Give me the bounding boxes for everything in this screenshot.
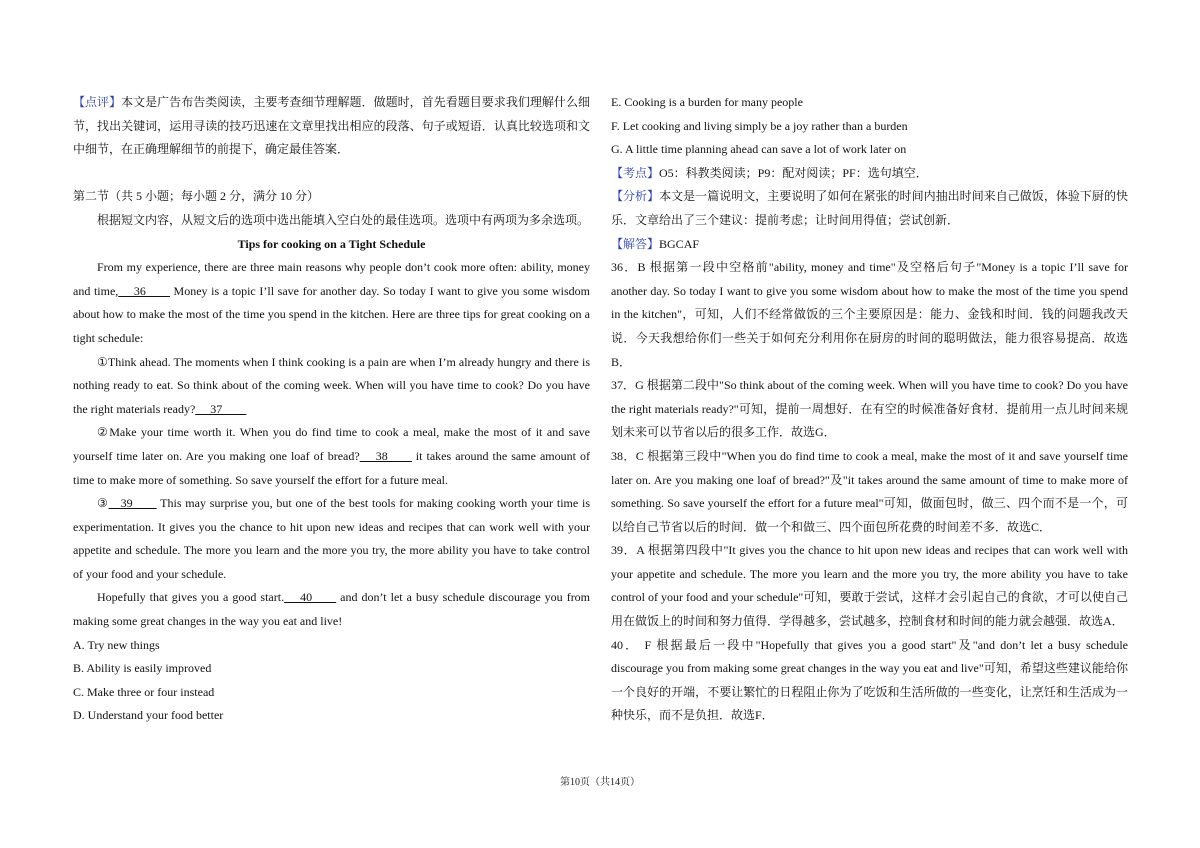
passage-paragraph-1 [73,256,590,350]
section-header: 第二节（共 5 小题；每小题 2 分，满分 10 分） [73,189,320,204]
blank-37: __37____ [195,401,247,416]
option-a: A. Try new things [73,637,160,652]
option-f: F. Let cooking and living simply be a joy rather than a burden [611,118,908,133]
instruction: 根据短文内容，从短文后的选项中选出能填入空白处的最佳选项。选项中有两项为多余选项。 [97,212,590,227]
blank-36: __36____ [118,283,170,298]
kaodian-tag: 【考点】 [611,165,660,180]
jieda-text: BGCAF [659,236,700,251]
answer-39: 39．A 根据第四段中"It gives you the chance to hit upon new ideas and recipes that can work well with your appetite and schedule. The more you learn and the more you try, the more ability you have to take control of your food and your schedule"可知，要敢于尝试，这样才会引起自己的食欲，才可以使自己用在做饭上的时间和努力值得．学得越多，尝试越多，控制食材和时间的能力就会越强．故选A． [611,543,1128,629]
passage-paragraph-5 [73,586,590,633]
answer-37: 37．G 根据第二段中"So think about of the coming week. When will you have time to cook? Do you have the right materials ready?"可知，提前一周想好．在有空的时候准备好食材．提前用一点儿时间来规划未来可以节省以后的很多工作．故选G． [611,378,1128,440]
passage-title: Tips for cooking on a Tight Schedule [237,236,426,251]
blank-39: __39____ [108,496,157,511]
fenxi-paragraph [611,185,1128,232]
spacer [73,162,590,186]
blank-38: __38____ [359,448,412,463]
option-e: E. Cooking is a burden for many people [611,95,803,109]
blank-40: __40____ [284,590,337,605]
paragraph-text: Money is a topic I’ll save for another day. So today I want to give you some wisdom about how to make the most of the time you spend in the kitchen. Here are three tips for great cooking on a tight schedule: [73,283,591,345]
jieda-paragraph [611,233,1128,257]
option-g: G. A little time planning ahead can save a lot of work later on [611,142,907,157]
page-footer: 第10页（共14页） [560,777,640,788]
passage-paragraph-3 [73,421,590,492]
option-d: D. Understand your food better [73,708,224,723]
kaodian-text: O5：科教类阅读；P9：配对阅读；PF：选句填空． [659,165,928,180]
paragraph-text: From my experience, there are three main reasons why people don’t cook more often: ability, money and time, [73,260,590,298]
right-column [611,91,1128,728]
fenxi-tag: 【分析】 [611,189,660,204]
paragraph-text: it takes around the same amount of time to make more of something. So save yourself the effort for a future meal. [73,448,590,487]
paragraph-text: ③ [97,496,109,511]
option-b: B. Ability is easily improved [73,661,212,676]
passage-paragraph-2 [73,351,590,422]
kaodian-paragraph [611,162,1128,186]
review-tag: 【点评】 [73,95,122,109]
review-text: 本文是广告布告类阅读，主要考查细节理解题．做题时，首先看题目要求我们理解什么细节，找出关键词，运用寻读的技巧迅速在文章里找出相应的段落、句子或短语．认真比较选项和文中细节，在正确理解细节的前提下，确定最佳答案． [73,95,590,157]
paragraph-text: and don’t let a busy schedule discourage you from making some great changes in the way you eat and live! [73,590,591,629]
answer-38: 38．C 根据第三段中"When you do find time to cook a meal, make the most of it and save yourself time later on. Are you making one loaf of bread?"及"it takes around the same amount of time to make more of something. So save yourself the effort for a future meal"可知，做面包时，做三、四个而不是一个，可以给自己节省以后的时间．做一个和做三、四个面包所花费的时间差不多．故选C． [611,448,1128,534]
jieda-tag: 【解答】 [611,236,660,251]
passage-paragraph-4 [73,492,590,586]
left-column [73,91,590,728]
answer-36: 36．B 根据第一段中空格前"ability, money and time"及空格后句子"Money is a topic I’ll save for another day. So today I want to give you some wisdom about how to make the most of the time you spend in the kitchen"，可知，人们不经常做饭的三个主要原因是：能力、金钱和时间．钱的问题我改天说．今天我想给你们一些关于如何充分利用你在厨房的时间的聪明做法，能力很容易提高．故选B． [611,260,1128,369]
paragraph-text: ①Think ahead. The moments when I think cooking is a pain are when I’m already hungry and there is nothing ready to eat. So think about of the coming week. When will you have time to cook? Do you have the right materials ready? [73,354,590,416]
paragraph-text: Hopefully that gives you a good start. [97,590,285,605]
review-paragraph [73,91,590,162]
answer-40: 40． F 根据最后一段中"Hopefully that gives you a good start"及"and don’t let a busy schedule discourage you from making some great changes in the way you eat and live"可知，希望这些建议能给你一个良好的开端，不要让繁忙的日程阻止你为了吃饭和生活所做的一些变化，让烹饪和生活成为一种快乐，而不是负担．故选F． [611,637,1128,723]
paragraph-text: This may surprise you, but one of the best tools for making cooking worth your time is experimentation. It gives you the chance to hit upon new ideas and recipes that can work well with your appetite and schedule. The more you learn and the more you try, the more ability you have to take control of your food and your schedule. [73,496,590,581]
option-c: C. Make three or four instead [73,684,215,699]
paragraph-text: ②Make your time worth it. When you do find time to cook a meal, make the most of it and save yourself time later on. Are you making one loaf of bread? [73,425,590,463]
fenxi-text: 本文是一篇说明文，主要说明了如何在紧张的时间内抽出时间来自己做饭，体验下厨的快乐．文章给出了三个建议：提前考虑；让时间用得值；尝试创新． [611,189,1128,227]
